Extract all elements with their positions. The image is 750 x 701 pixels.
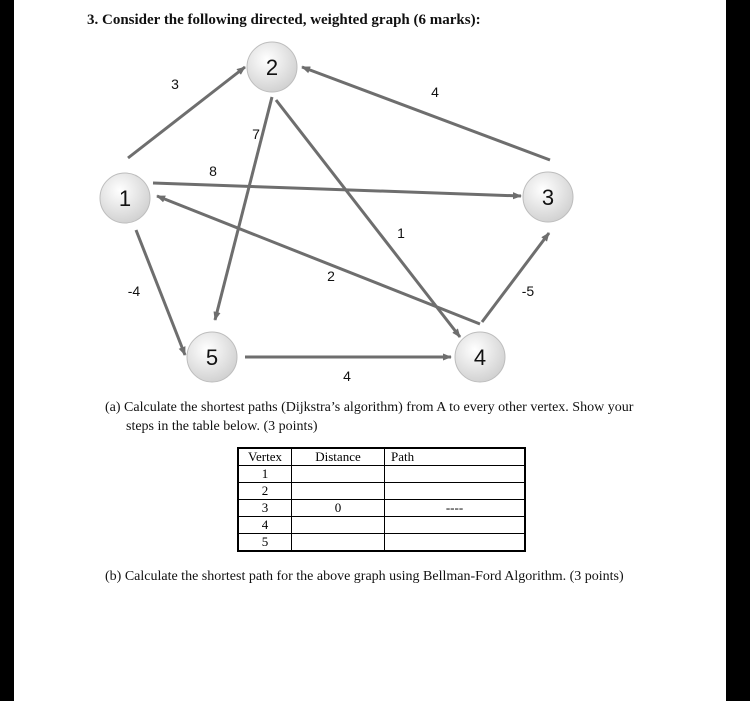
- node-3: [523, 172, 573, 222]
- header-path: Path: [385, 448, 526, 466]
- header-distance: Distance: [292, 448, 385, 466]
- edge-weight-label: 8: [209, 163, 217, 179]
- node-1: [100, 173, 150, 223]
- edge-weight-label: 4: [431, 84, 439, 100]
- table-header-row: [238, 448, 525, 466]
- edge-1-to-2: [128, 67, 245, 158]
- cell-path[interactable]: [385, 534, 526, 552]
- edge-weight-label: 7: [252, 126, 260, 142]
- part-a-line1: (a) Calculate the shortest paths (Dijkstra’s algorithm) from A to every other vertex. Show your: [105, 400, 634, 415]
- cell-distance[interactable]: [292, 517, 385, 534]
- part-a-question: [105, 398, 695, 436]
- edge-weight-label: -5: [521, 283, 535, 299]
- edge-3-to-2: [302, 67, 550, 160]
- cell-vertex[interactable]: 4: [238, 517, 292, 534]
- edge-weight-label: 4: [343, 368, 351, 384]
- cell-path[interactable]: [385, 483, 526, 500]
- table-row: [238, 517, 525, 534]
- question-title: 3. Consider the following directed, weighted graph (6 marks):: [87, 12, 481, 28]
- table-row: [238, 500, 525, 517]
- part-b-question: (b) Calculate the shortest path for the above graph using Bellman-Ford Algorithm. (3 points): [105, 569, 624, 584]
- edge-4-to-3: [482, 233, 549, 322]
- edge-2-to-5: [215, 97, 272, 320]
- node-5: [187, 332, 237, 382]
- edge-weight-label: 2: [327, 268, 335, 284]
- edge-weight-label: -4: [127, 283, 141, 299]
- cell-distance[interactable]: [292, 534, 385, 552]
- cell-path[interactable]: ----: [385, 500, 526, 517]
- cell-vertex[interactable]: 5: [238, 534, 292, 552]
- edge-2-to-4: [276, 100, 460, 337]
- table-row: [238, 483, 525, 500]
- cell-distance[interactable]: [292, 483, 385, 500]
- table-row: [238, 466, 525, 483]
- edge-1-to-3: [153, 183, 521, 196]
- part-a-line2: steps in the table below. (3 points): [126, 419, 318, 434]
- edge-weight-label: 1: [397, 225, 405, 241]
- cell-vertex[interactable]: 3: [238, 500, 292, 517]
- node-label: 1: [118, 186, 132, 211]
- node-label: 2: [265, 55, 279, 80]
- node-label: 5: [205, 345, 219, 370]
- edge-4-to-1: [157, 196, 480, 324]
- cell-vertex[interactable]: 1: [238, 466, 292, 483]
- node-4: [455, 332, 505, 382]
- cell-path[interactable]: [385, 517, 526, 534]
- dijkstra-table: [237, 447, 526, 552]
- edge-weight-label: 3: [171, 76, 179, 92]
- cell-vertex[interactable]: 2: [238, 483, 292, 500]
- edge-1-to-5: [136, 230, 185, 355]
- cell-distance[interactable]: 0: [292, 500, 385, 517]
- header-vertex: Vertex: [238, 448, 292, 466]
- node-label: 3: [541, 185, 555, 210]
- node-2: [247, 42, 297, 92]
- node-label: 4: [473, 345, 487, 370]
- cell-distance[interactable]: [292, 466, 385, 483]
- table-row: [238, 534, 525, 552]
- cell-path[interactable]: [385, 466, 526, 483]
